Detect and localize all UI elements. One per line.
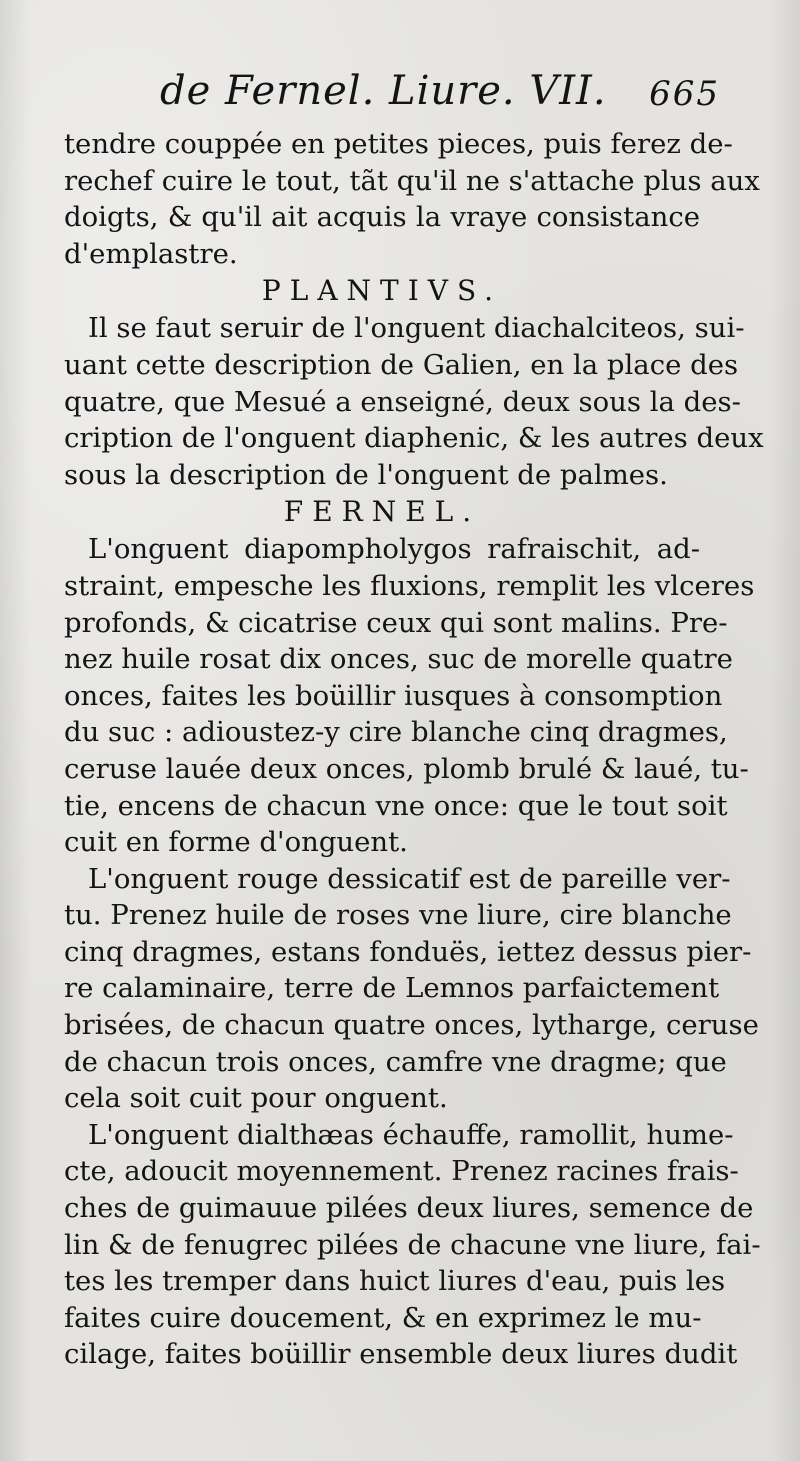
text-line: nez huile rosat dix onces, suc de morelle quatre (64, 643, 733, 676)
text-line: cinq dragmes, estans fonduës, iettez dessus pier- (64, 935, 752, 968)
text-line: cription de l'onguent diaphenic, & les autres deux (64, 422, 764, 455)
section-heading-fernel: FERNEL. (283, 495, 481, 529)
text-line: ches de guimauue pilées deux liures, semence de (64, 1192, 754, 1225)
paragraph-diapompholygos (64, 531, 755, 860)
text-line: tu. Prenez huile de roses vne liure, cire blanche (64, 899, 732, 932)
text-line: cilage, faites boüillir ensemble deux liures dudit (64, 1338, 738, 1371)
text-line: Il se faut seruir de l'onguent diachalciteos, sui- (88, 312, 745, 345)
text-line: uant cette description de Galien, en la place des (64, 348, 739, 381)
text-line: brisées, de chacun quatre onces, lytharge, ceruse (64, 1009, 759, 1042)
text-line: L'onguent rouge dessicatif est de pareille ver- (88, 862, 731, 895)
text-line: du suc : adioustez-y cire blanche cinq dragmes, (64, 716, 728, 749)
text-line: d'emplastre. (64, 237, 238, 270)
text-line: de chacun trois onces, camfre vne dragme; que (64, 1045, 727, 1078)
paragraph-dialthaeas (64, 1117, 761, 1373)
paragraph-onguent-rouge (64, 861, 759, 1117)
text-line: cuit en forme d'onguent. (64, 826, 408, 859)
page-header (160, 68, 720, 128)
page-number: 665 (649, 74, 720, 114)
text-line: tie, encens de chacun vne once: que le tout soit (64, 789, 728, 822)
text-line: cela soit cuit pour onguent. (64, 1082, 448, 1115)
text-line: profonds, & cicatrise ceux qui sont malins. Pre- (64, 606, 728, 639)
running-title: de Fernel. Liure. VII. (160, 68, 607, 114)
text-line: rechef cuire le tout, tãt qu'il ne s'attache plus aux (64, 164, 760, 197)
paragraph-continuation (64, 126, 760, 272)
text-line: ceruse lauée deux onces, plomb brulé & laué, tu- (64, 752, 749, 785)
text-line: quatre, que Mesué a enseigné, deux sous la des- (64, 385, 741, 418)
text-line: L'onguent diapompholygos rafraischit, ad- (88, 533, 700, 566)
text-line: lin & de fenugrec pilées de chacune vne liure, fai- (64, 1228, 761, 1261)
text-line: faites cuire doucement, & en exprimez le mu- (64, 1301, 702, 1334)
text-line: tendre couppée en petites pieces, puis ferez de- (64, 128, 733, 160)
body-text (64, 126, 764, 1373)
text-line: L'onguent dialthæas échauffe, ramollit, hume- (88, 1118, 734, 1151)
text-line: doigts, & qu'il ait acquis la vraye consistance (64, 201, 700, 234)
text-line: cte, adoucit moyennement. Prenez racines frais- (64, 1155, 739, 1188)
paragraph-plantius (64, 310, 764, 493)
text-line: straint, empesche les fluxions, remplit les vlceres (64, 569, 755, 602)
text-line: re calaminaire, terre de Lemnos parfaictement (64, 972, 720, 1005)
text-line: tes les tremper dans huict liures d'eau, puis les (64, 1265, 726, 1298)
text-line: sous la description de l'onguent de palmes. (64, 458, 668, 491)
text-line: onces, faites les boüillir iusques à consomption (64, 679, 723, 712)
section-heading-plantius: PLANTIVS. (261, 274, 503, 308)
